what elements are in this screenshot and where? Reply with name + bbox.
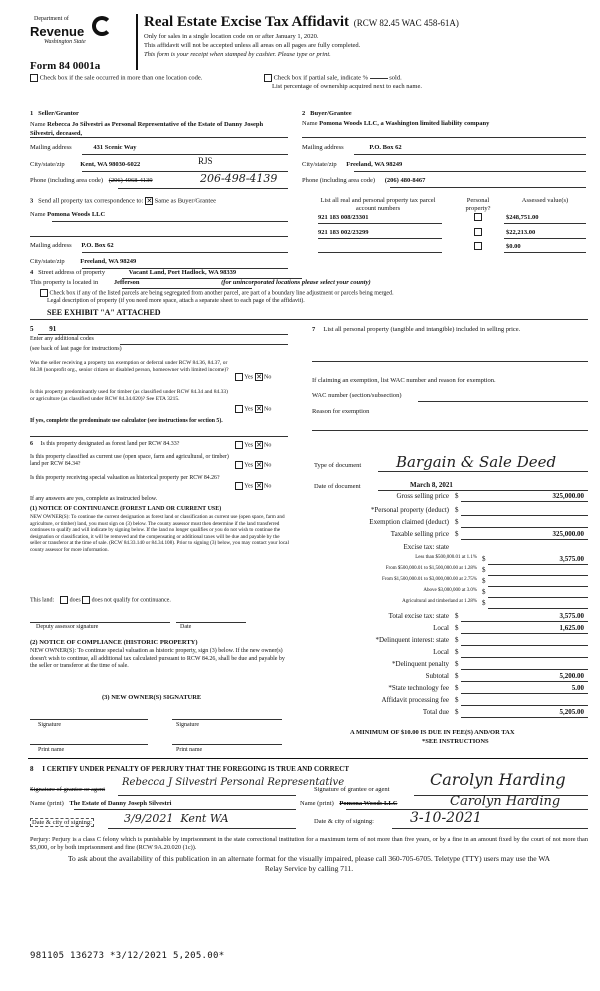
dollar-sign: $ bbox=[482, 555, 486, 563]
sold-label: sold. bbox=[389, 74, 402, 82]
tax-row-value: 325,000.00 bbox=[552, 530, 584, 538]
partial-sale-row bbox=[264, 74, 402, 82]
owner-print-name-label: Print name bbox=[38, 747, 65, 753]
dollar-sign: $ bbox=[482, 566, 486, 574]
deputy-date-label: Date bbox=[180, 624, 192, 630]
parcel-col-header-1: List all real and personal property tax parcel account numbers bbox=[320, 197, 436, 212]
forest-no-checkbox[interactable] bbox=[255, 441, 263, 449]
grantee-signature-label: Signature of grantee or agent bbox=[314, 786, 390, 793]
property-street: 4 Street address of property Vacant Land, Port Hadlock, WA 98339 bbox=[30, 269, 237, 276]
tax-row-label: Local bbox=[433, 648, 449, 656]
parcel-row-3 bbox=[318, 243, 586, 251]
dollar-sign: $ bbox=[455, 660, 459, 668]
multi-location-label: Check box if the sale occurred in more than one location code. bbox=[39, 74, 203, 82]
section6-q1-answers: Yes ✕ No bbox=[235, 441, 271, 449]
section6-q2-answers: Yes ✕ No bbox=[235, 461, 271, 469]
q2-no-checkbox[interactable] bbox=[255, 405, 263, 413]
parcel-personal-checkbox[interactable] bbox=[474, 228, 482, 236]
owner-signature-label: Signature bbox=[38, 722, 61, 728]
notice-continuance-title: (1) NOTICE OF CONTINUANCE (FOREST LAND OR CURRENT USE) bbox=[30, 506, 222, 512]
document-type-label: Type of document bbox=[314, 462, 362, 469]
section6-q4: If any answers are yes, complete as instructed below. bbox=[30, 496, 158, 502]
header-note-2: This affidavit will not be accepted unless all areas on all pages are fully completed. bbox=[144, 42, 361, 49]
tax-row-label: Agricultural and timberland at 1.28% bbox=[402, 599, 477, 604]
buyer-name: Name Pomona Woods LLC, a Washington limited liability company bbox=[302, 120, 490, 127]
document-type-value: Bargain & Sale Deed bbox=[396, 453, 557, 471]
parcel-personal-checkbox[interactable] bbox=[474, 242, 482, 250]
document-date-value: March 8, 2021 bbox=[410, 481, 453, 489]
buyer-city: City/state/zip Freeland, WA 98249 bbox=[302, 161, 403, 168]
initials-hw: RJS bbox=[198, 156, 213, 166]
seller-phone: Phone (including area code) (206) 4968-4139 bbox=[30, 177, 153, 184]
notice-compliance-title: (2) NOTICE OF COMPLIANCE (HISTORIC PROPERTY) bbox=[30, 639, 198, 646]
logo-dept: Department of bbox=[34, 16, 69, 22]
dollar-sign: $ bbox=[455, 708, 459, 716]
section7: 7 List all personal property (tangible and intangible) included in selling price. bbox=[312, 326, 521, 333]
cashier-stamp: 981105 136273 *3/12/2021 5,205.00* bbox=[30, 951, 225, 961]
tax-row-label: *Personal property (deduct) bbox=[370, 506, 449, 514]
this-land-row: This land: does does not qualify for continuance. bbox=[30, 597, 171, 604]
tax-row-label: *Delinquent penalty bbox=[392, 660, 449, 668]
tax-row-label: Affidavit processing fee bbox=[381, 696, 449, 704]
section6-q3-answers: Yes ✕ No bbox=[235, 482, 271, 490]
logo-swirl-icon bbox=[92, 16, 112, 36]
property-located: This property is located in Jefferson (for unincorporated locations please select your county) bbox=[30, 279, 371, 286]
dollar-sign: $ bbox=[455, 624, 459, 632]
does-checkbox[interactable] bbox=[60, 596, 68, 604]
owner-print-name-label-2: Print name bbox=[176, 747, 203, 753]
tax-row-label: Gross selling price bbox=[396, 492, 449, 500]
correspondence-heading: 3 Send all property tax correspondence to: ✕ Same as Buyer/Grantee bbox=[30, 197, 216, 205]
grantee-name-handwritten: Carolyn Harding bbox=[450, 794, 561, 809]
dollar-sign: $ bbox=[482, 588, 486, 596]
seller-city: City/state/zip Kent, WA 98030-6022 bbox=[30, 161, 141, 168]
parcel-row-2 bbox=[318, 229, 586, 237]
minimum-notice: A MINIMUM OF $10.00 IS DUE IN FEE(S) AND/OR TAX bbox=[350, 729, 515, 736]
tax-row-label: Taxable selling price bbox=[390, 530, 449, 538]
seller-name-line bbox=[30, 137, 288, 138]
partial-sale-checkbox[interactable] bbox=[264, 74, 272, 82]
correspondence-mailing: Mailing address P.O. Box 62 bbox=[30, 242, 114, 249]
tax-row-value: 5.00 bbox=[571, 684, 584, 692]
tax-row-value: 3,575.00 bbox=[559, 555, 584, 563]
section5-q1: Was the seller receiving a property tax exemption or deferral under RCW 84.36, 84.37, or 84.38 (nonprofit org., senior citizen or disabled person, homeowner with limited income)? bbox=[30, 360, 229, 373]
buyer-phone: Phone (including area code) (206) 480-8467 bbox=[302, 177, 426, 184]
grantor-signature-label: Signature of grantor or agent bbox=[30, 786, 106, 793]
dollar-sign: $ bbox=[455, 636, 459, 644]
logo-revenue: Revenue bbox=[30, 24, 85, 39]
form-number: Form 84 0001a bbox=[30, 60, 101, 72]
forest-yes-checkbox[interactable] bbox=[235, 441, 243, 449]
multi-location-row bbox=[30, 74, 202, 82]
grantor-date-city: 3/9/2021 Kent WA bbox=[124, 812, 229, 825]
grantor-name-row: Name (print) The Estate of Danny Joseph Silvestri bbox=[30, 800, 172, 807]
multi-location-checkbox[interactable] bbox=[30, 74, 38, 82]
reason-exemption-label: Reason for exemption bbox=[312, 408, 370, 415]
q2-yes-checkbox[interactable] bbox=[235, 405, 243, 413]
tax-row-label: Excise tax: state bbox=[403, 543, 449, 551]
logo-state: Washington State bbox=[44, 39, 86, 45]
grantor-signature: Rebecca J Silvestri Personal Representative bbox=[122, 777, 345, 788]
title-main: Real Estate Excise Tax Affidavit bbox=[144, 14, 349, 30]
parcel-value: $0.00 bbox=[506, 243, 521, 250]
tax-row-label: From $500,000.01 to $1,500,000.00 at 1.28% bbox=[385, 566, 477, 571]
tax-row-label: Total due bbox=[422, 708, 449, 716]
current-use-no-checkbox[interactable] bbox=[255, 461, 263, 469]
section5-q2-answers: Yes ✕ No bbox=[235, 405, 271, 413]
tax-row-label: *Delinquent interest: state bbox=[375, 636, 449, 644]
header-divider bbox=[136, 14, 138, 70]
section5-q2: Is this property predominantly used for timber (as classified under RCW 84.34 and 84.33) or agriculture (as classified under RCW 84.34.020)? See ETA 3215. bbox=[30, 389, 229, 402]
dollar-sign: $ bbox=[455, 696, 459, 704]
dollar-sign: $ bbox=[455, 492, 459, 500]
header-note-1: Only for sales in a single location code on or after January 1, 2020. bbox=[144, 33, 319, 40]
tax-row-label: Exemption claimed (deduct) bbox=[369, 518, 449, 526]
document-date-label: Date of document bbox=[314, 483, 361, 490]
dollar-sign: $ bbox=[455, 530, 459, 538]
partial-sale-label: Check box if partial sale, indicate % bbox=[273, 74, 369, 82]
historic-yes-checkbox[interactable] bbox=[235, 482, 243, 490]
notice-continuance-body: NEW OWNER(S): To continue the current designation as forest land or classification as current use (open space, farm and agriculture, or timber) land, you must sign on (3) below. The county assessor must then determine if the land transferred continues to qualify and will indicate by signing below. If the land no longer qualifies or you do not wish to continue the designation or classification, it will be removed and the compensating or additional taxes will be due and payable by the seller or transferor at the time of sale. (RCW 84.33.140 or 84.34.108). Prior to signing (3) below, you may contact your local county assessor for more information. bbox=[30, 514, 289, 553]
seller-heading: 1 Seller/Grantor bbox=[30, 110, 79, 117]
legal-description-label: Legal description of property (if you need more space, attach a separate sheet to each page of the affidavit). bbox=[47, 298, 305, 304]
dollar-sign: $ bbox=[455, 672, 459, 680]
parcel-number: 921 183 002/23299 bbox=[318, 229, 369, 236]
section6-q2: Is this property classified as current use (open space, farm and agricultural, or timber) land per RCW 84.34? bbox=[30, 454, 229, 467]
accessibility-statement: To ask about the availability of this publication in an alternate format for the visually impaired, please call 360-705-6705. Teletype (TTY) users may use the WA Relay Service by calling 711. bbox=[67, 854, 551, 873]
grantee-date-city-label: Date & city of signing: bbox=[314, 818, 374, 825]
tax-row-label: Total excise tax: state bbox=[388, 612, 449, 620]
tax-row-label: From $1,500,000.01 to $3,000,000.00 at 2.75% bbox=[382, 577, 477, 582]
additional-codes-label: Enter any additional codes bbox=[30, 336, 94, 342]
parcel-value: $22,213.00 bbox=[506, 229, 536, 236]
dollar-sign: $ bbox=[455, 612, 459, 620]
q1-no-checkbox[interactable] bbox=[255, 373, 263, 381]
parcel-row-1 bbox=[318, 214, 586, 222]
tax-row-value: 3,575.00 bbox=[559, 612, 584, 620]
dollar-sign: $ bbox=[482, 577, 486, 585]
certify-statement: 8 I CERTIFY UNDER PENALTY OF PERJURY THAT THE FOREGOING IS TRUE AND CORRECT bbox=[30, 765, 350, 773]
parcel-col-header-3: Assessed value(s) bbox=[521, 197, 569, 204]
wac-number-label: WAC number (section/subsection) bbox=[312, 392, 402, 399]
buyer-heading: 2 Buyer/Grantee bbox=[302, 110, 352, 117]
deputy-signature-label: Deputy assessor signature bbox=[36, 624, 99, 630]
grantee-signature: Carolyn Harding bbox=[430, 770, 566, 789]
dollar-sign: $ bbox=[455, 684, 459, 692]
title-rcw: (RCW 82.45 WAC 458-61A) bbox=[353, 18, 459, 28]
perjury-statement: Perjury: Perjury is a class C felony which is punishable by imprisonment in the state correctional institution for a maximum term of not more than five years, or by a fine in an amount fixed by the court of not more than $5,000, or by both imprisonment and fine (RCW 9A.20.020 (1c)). bbox=[30, 836, 588, 851]
segregated-row: Check box if any of the listed parcels are being segregated from another parcel, are part of a boundary line adjustment or parcels being merged. bbox=[40, 289, 394, 297]
revenue-logo bbox=[28, 14, 116, 48]
does-not-checkbox[interactable] bbox=[82, 596, 90, 604]
section5-q1-answers: Yes ✕ No bbox=[235, 373, 271, 381]
correspondence-name: Name Pomona Woods LLC bbox=[30, 211, 106, 218]
dollar-sign: $ bbox=[482, 599, 486, 607]
tax-row-label: Less than $500,000.01 at 1.1% bbox=[415, 555, 477, 560]
see-instructions: *SEE INSTRUCTIONS bbox=[422, 738, 489, 745]
section6-q1: 6 Is this property designated as forest land per RCW 84.33? bbox=[30, 441, 180, 447]
grantee-date-city: 3-10-2021 bbox=[410, 810, 482, 826]
dollar-sign: $ bbox=[455, 506, 459, 514]
tax-row-label: *State technology fee bbox=[388, 684, 449, 692]
current-use-yes-checkbox[interactable] bbox=[235, 461, 243, 469]
exemption-claim-label: If claiming an exemption, list WAC number and reason for exemption. bbox=[312, 377, 496, 384]
section6-q3: Is this property receiving special valuation as historical property per RCW 84.26? bbox=[30, 475, 220, 481]
q1-yes-checkbox[interactable] bbox=[235, 373, 243, 381]
owner-signature-label-2: Signature bbox=[176, 722, 199, 728]
parcel-value: $248,751.00 bbox=[506, 214, 539, 221]
parcel-col-header-2: Personal property? bbox=[465, 197, 491, 212]
form-title bbox=[144, 14, 459, 31]
historic-no-checkbox[interactable] bbox=[255, 482, 263, 490]
new-owner-signature-title: (3) NEW OWNER(S) SIGNATURE bbox=[102, 694, 202, 701]
parcel-number: 921 183 008/23301 bbox=[318, 214, 369, 221]
tax-row-value: 325,000.00 bbox=[552, 492, 584, 500]
tax-row-value: 5,200.00 bbox=[559, 672, 584, 680]
same-as-buyer-checkbox[interactable] bbox=[145, 197, 153, 205]
tax-row-value: 5,205.00 bbox=[559, 708, 584, 716]
seller-mailing: Mailing address 431 Scenic Way bbox=[30, 144, 137, 151]
section5-q3: If yes, complete the predominate use calculator (see instructions for section 5). bbox=[30, 418, 223, 424]
section5-code: 5 91 bbox=[30, 325, 57, 333]
grantor-date-city-label: Date & city of signing: bbox=[32, 819, 92, 826]
parcel-personal-checkbox[interactable] bbox=[474, 213, 482, 221]
tax-row-label: Above $3,000,000 at 3.0% bbox=[423, 588, 477, 593]
tax-row-label: Subtotal bbox=[425, 672, 449, 680]
notice-compliance-body: NEW OWNER(S): To continue special valuation as historic property, sign (3) below. If the new owner(s) doesn't wish to continue, all additional tax calculated pursuant to RCW 84.26, shall be due and payable by the seller or transferor at the time of sale. bbox=[30, 648, 285, 669]
exhibit-a: SEE EXHIBIT "A" ATTACHED bbox=[47, 308, 161, 317]
tax-row-value: 1,625.00 bbox=[559, 624, 584, 632]
dollar-sign: $ bbox=[455, 648, 459, 656]
correspondence-city: City/state/zip Freeland, WA 98249 bbox=[30, 258, 137, 265]
instructions-note: (see back of last page for instructions) bbox=[30, 346, 122, 352]
segregated-checkbox[interactable] bbox=[40, 289, 48, 297]
dollar-sign: $ bbox=[455, 518, 459, 526]
seller-name: Name Rebecca Jo Silvestri as Personal Representative of the Estate of Danny Joseph Silvestri, deceased, bbox=[30, 121, 264, 137]
grantee-name-row: Name (print) Pomona Woods LLC bbox=[300, 800, 398, 807]
header-note-3: This form is your receipt when stamped by cashier. Please type or print. bbox=[144, 51, 331, 58]
buyer-mailing: Mailing address P.O. Box 62 bbox=[302, 144, 402, 151]
tax-row-label: Local bbox=[433, 624, 449, 632]
seller-phone-handwritten: 206-498-4139 bbox=[200, 172, 278, 185]
list-percentage: List percentage of ownership acquired next to each name. bbox=[272, 83, 422, 90]
